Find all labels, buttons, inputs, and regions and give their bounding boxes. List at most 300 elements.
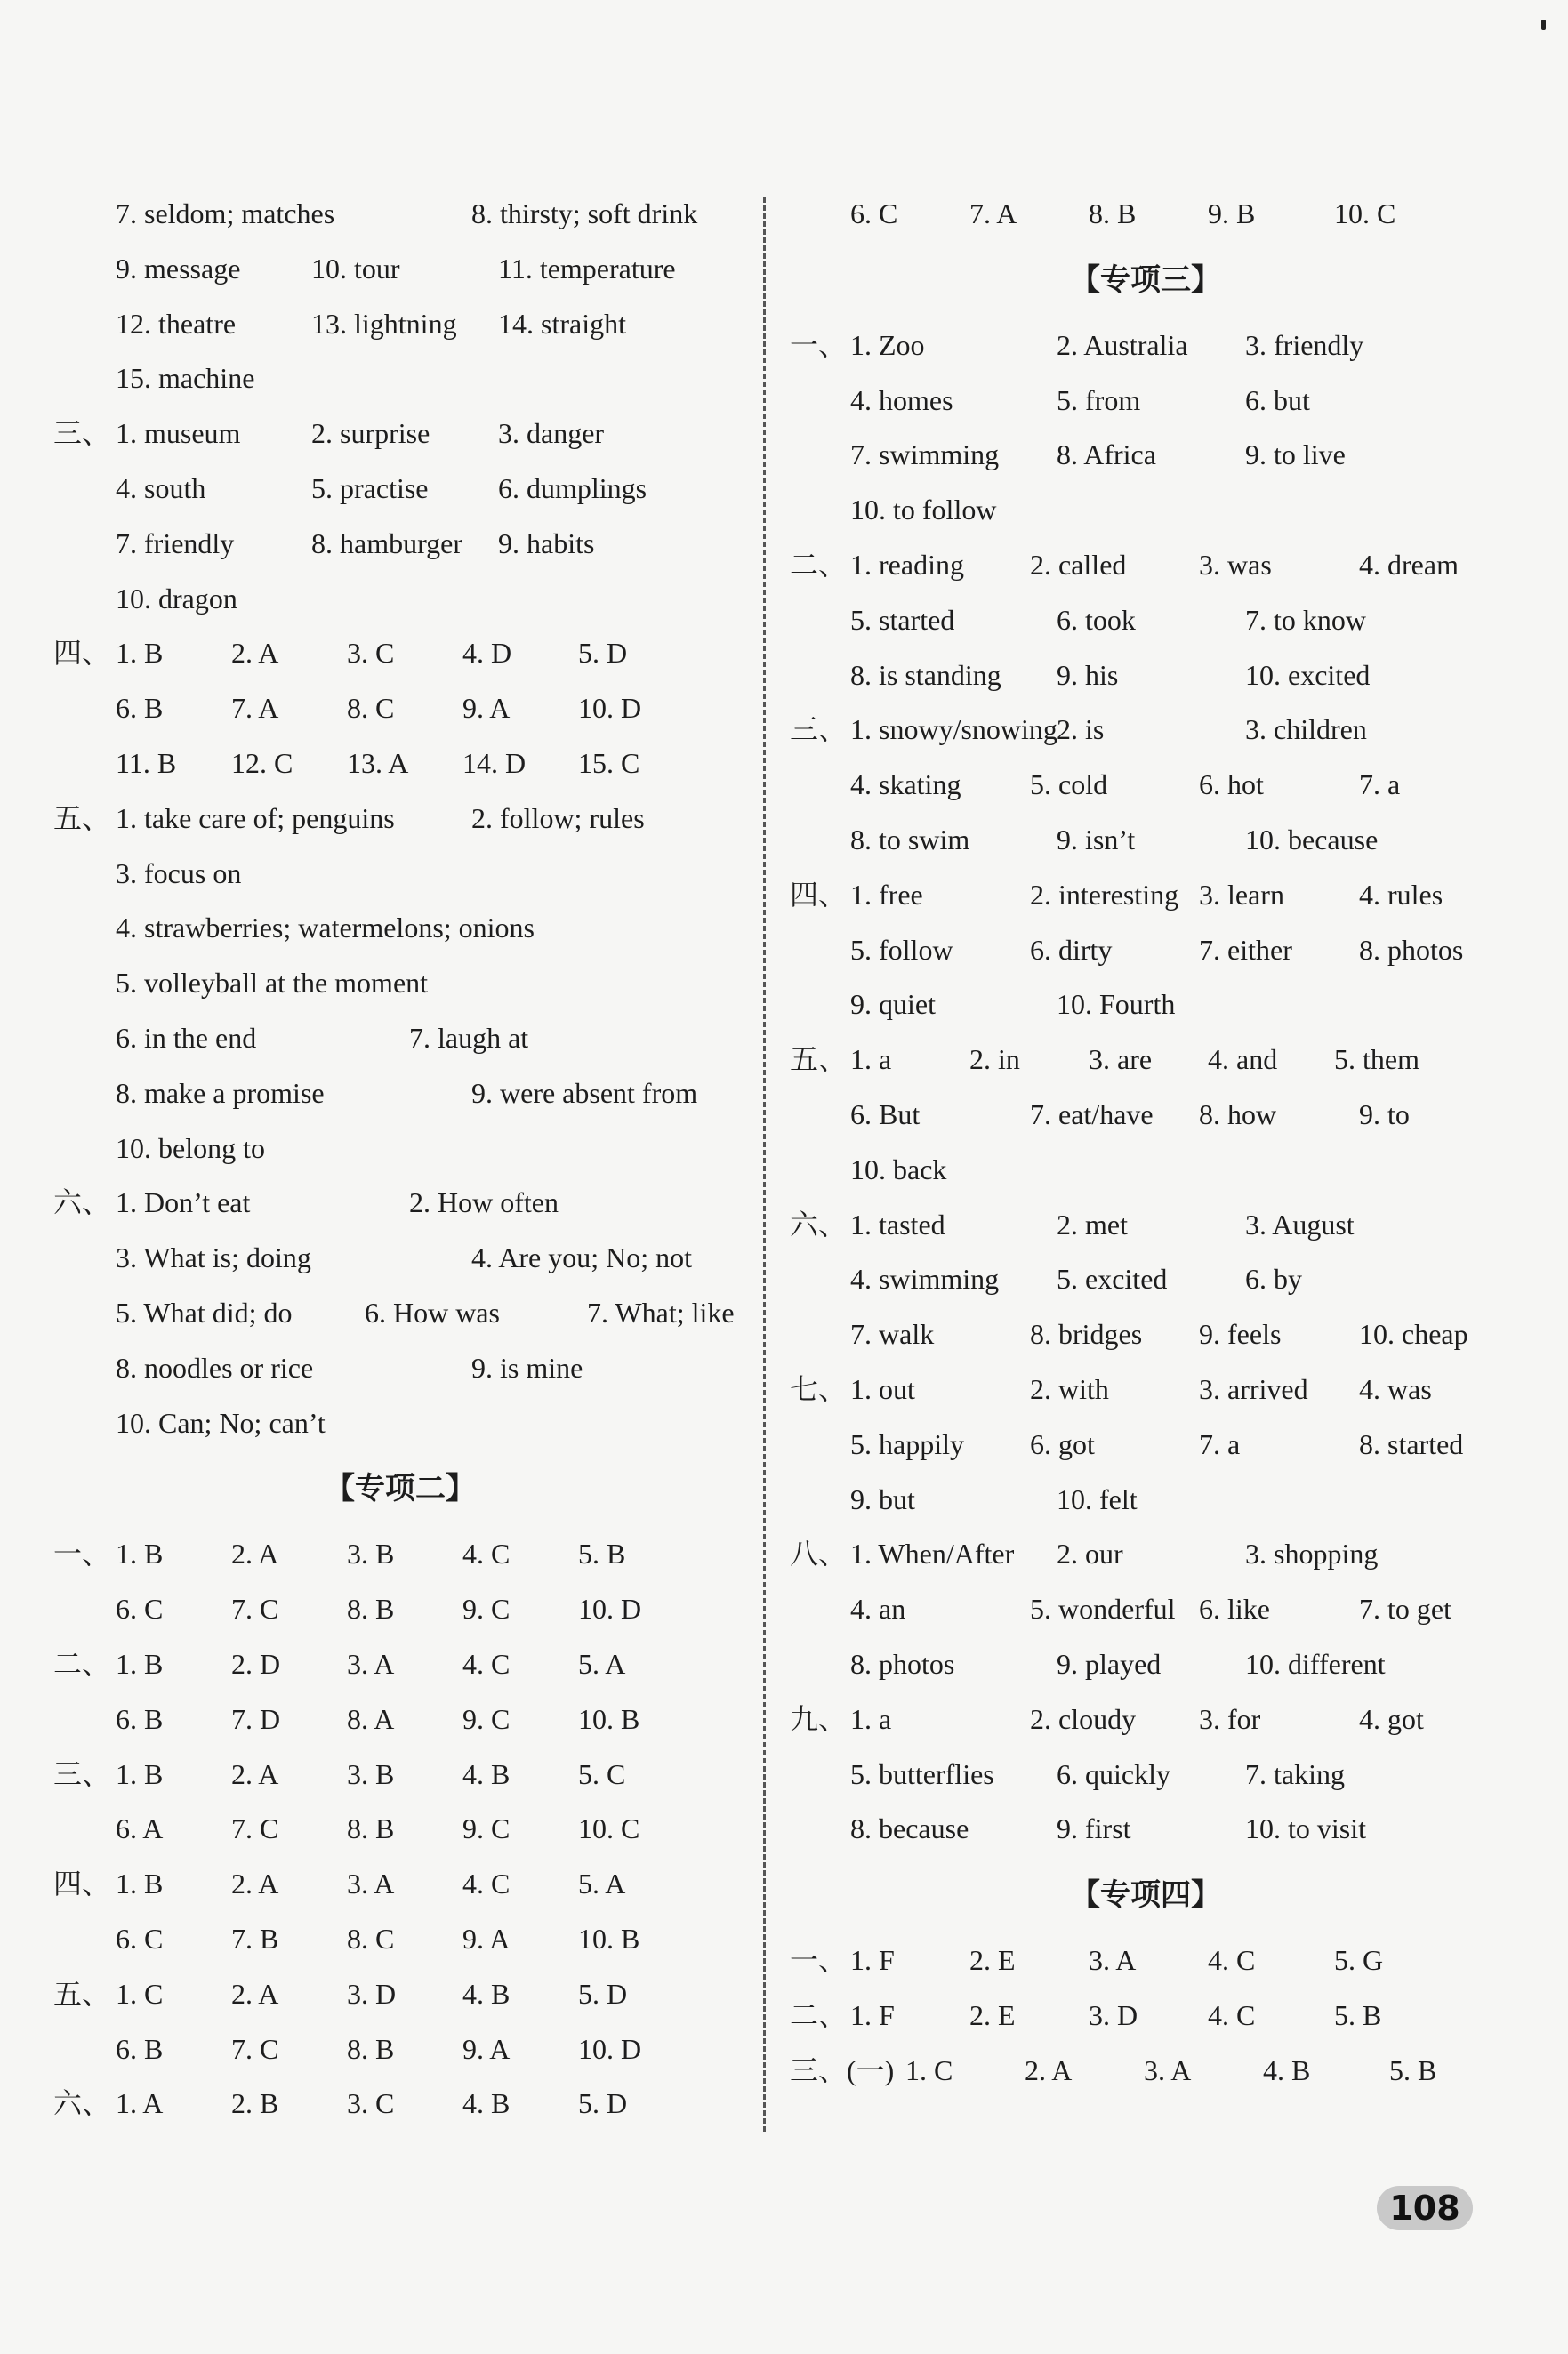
answer-item: 5. B [1389,2053,1437,2086]
answer-item: 6. How was [365,1296,500,1329]
answer-item: 7. friendly [116,526,235,559]
answer-item: 5. wonderful [1030,1593,1176,1626]
answer-item: 1. When/After [850,1538,1015,1571]
answer-row [53,956,747,1011]
answer-item: 6. took [1057,603,1136,636]
page-number: 108 [1377,2186,1473,2230]
answer-item: 15. C [578,746,640,779]
answer-row [53,1747,747,1803]
answer-row [53,1231,747,1286]
answer-item: 8. thirsty; soft drink [471,197,698,229]
answer-item: 5. C [578,1757,626,1790]
answer-item: 7. taking [1245,1757,1345,1790]
answer-item: 6. A [116,1812,164,1845]
answer-item: 2. surprise [311,417,430,450]
section-marker: 九、 [790,1702,848,1735]
answer-row [53,736,747,791]
answer-item: 9. to [1359,1097,1410,1130]
answer-item: 4. an [850,1593,906,1626]
answer-item: 10. because [1245,823,1379,856]
answer-item: 9. habits [498,526,595,559]
answer-item: 9. his [1057,658,1119,691]
section-marker: 五、 [790,1043,848,1076]
answer-item: 8. to swim [850,823,970,856]
answer-item: 12. C [231,746,293,779]
corner-mark [1541,20,1546,30]
answer-item: 2. Australia [1057,328,1188,361]
answer-item: 1. museum [116,417,241,450]
answer-item: 10. belong to [116,1131,265,1164]
answer-item: 8. B [347,2032,395,2065]
answer-row [53,1341,747,1396]
answer-item: 7. C [231,1593,279,1626]
answer-item: 10. C [1334,197,1396,229]
answer-row [53,1692,747,1747]
answer-item: 1. B [116,1757,164,1790]
answer-item: 2. A [231,1538,279,1571]
answer-item: 8. make a promise [116,1076,325,1109]
answer-row [53,1396,747,1451]
answer-item: 3. children [1245,713,1367,746]
answer-item: 10. cheap [1359,1318,1468,1351]
answer-item: 2. A [231,1977,279,2010]
answer-item: 6. by [1245,1263,1302,1296]
answer-item: 10. D [578,2032,642,2065]
answer-item: 4. strawberries; watermelons; onions [116,912,535,944]
answer-row [53,406,747,462]
section-marker: 一、 [790,1944,848,1977]
answer-item: 8. C [347,1922,395,1955]
answer-item: 7. C [231,1812,279,1845]
answer-item: 3. danger [498,417,605,450]
answer-item: 3. August [1245,1208,1355,1241]
section-marker: 三、 [53,1757,111,1790]
answer-item: 5. B [578,1538,626,1571]
answer-item: 4. Are you; No; not [471,1241,692,1274]
answer-item: 4. D [462,637,512,670]
answer-item: 7. to know [1245,603,1366,636]
answer-item: 9. C [462,1593,511,1626]
answer-item: 9. C [462,1702,511,1735]
answer-row [790,923,1501,978]
answer-item: 3. learn [1199,878,1284,911]
answer-item: 2. A [1025,2053,1073,2086]
answer-item: 9. is mine [471,1351,583,1384]
answer-row [53,351,747,406]
answer-item: 9. A [462,692,511,725]
answer-item: 3. C [347,637,395,670]
answer-item: 1. free [850,878,923,911]
answer-row [790,1802,1501,1857]
answer-row [53,1527,747,1582]
answer-item: 8. B [347,1812,395,1845]
answer-item: 9. message [116,252,241,285]
answer-item: 15. machine [116,362,255,395]
answer-item: 9. but [850,1482,915,1515]
answer-item: 6. B [116,692,164,725]
answer-item: 7. What; like [587,1296,735,1329]
answer-item: 4. B [462,2087,511,2120]
column-divider [763,197,766,2132]
answer-row [53,572,747,627]
answer-item: 7. walk [850,1318,935,1351]
answer-item: 4. C [462,1868,511,1900]
answer-item: 4. dream [1359,548,1459,581]
answer-item: 8. C [347,692,395,725]
answer-item: 9. B [1208,197,1256,229]
answer-row [790,538,1501,593]
answer-item: 9. A [462,1922,511,1955]
answer-row [790,977,1501,1032]
answer-row [790,428,1501,483]
answer-item: 5. volleyball at the moment [116,967,429,1000]
answer-item: 2. A [231,1757,279,1790]
answer-item: 6. C [116,1593,164,1626]
answer-item: 5. practise [311,471,429,504]
left-column [53,187,747,2132]
answer-item: 8. A [347,1702,395,1735]
answer-item: 5. D [578,637,628,670]
answer-row [53,2077,747,2132]
answer-row [790,1692,1501,1747]
answer-item: 5. them [1334,1043,1419,1076]
answer-item: 3. D [347,1977,397,2010]
answer-item: 1. B [116,637,164,670]
answer-item: 5. cold [1030,768,1108,801]
answer-item: 3. are [1089,1043,1153,1076]
answer-item: 4. was [1359,1372,1432,1405]
answer-item: 8. B [1089,197,1137,229]
answer-item: 9. isn’t [1057,823,1136,856]
section-marker: 六、 [790,1208,848,1241]
answer-item: 7. swimming [850,438,1000,471]
answer-item: 10. B [578,1702,640,1735]
answer-row [53,626,747,681]
answer-item: 4. skating [850,768,961,801]
section-marker: 四、 [53,1868,111,1900]
answer-item: 4. south [116,471,206,504]
answer-row [790,2044,1501,2099]
answer-item: 5. D [578,1977,628,2010]
answer-item: 4. B [462,1757,511,1790]
answer-item: 9. played [1057,1647,1162,1680]
section-marker: 三、 [790,713,848,746]
answer-item: 7. a [1199,1427,1241,1460]
answer-item: 2. in [969,1043,1020,1076]
section-marker: 四、 [790,878,848,911]
answer-item: 1. C [905,2053,953,2086]
answer-item: 5. excited [1057,1263,1168,1296]
section-marker: 六、 [53,2087,111,2120]
answer-row [53,791,747,847]
answer-item: 4. C [1208,1944,1256,1977]
answer-item: 7. either [1199,933,1292,966]
answer-item: 3. What is; doing [116,1241,311,1274]
answer-item: 8. photos [1359,933,1464,966]
section-marker: 一、 [53,1538,111,1571]
answer-item: 8. noodles or rice [116,1351,314,1384]
answer-item: 8. B [347,1593,395,1626]
answer-item: 3. shopping [1245,1538,1379,1571]
section-marker: 二、 [790,1998,848,2031]
answer-item: 7. seldom; matches [116,197,335,229]
answer-item: 3. B [347,1538,395,1571]
answer-item: 10. back [850,1153,947,1185]
answer-item: 1. a [850,1702,892,1735]
answer-item: 7. A [231,692,279,725]
answer-row [790,593,1501,648]
answer-item: 2. A [231,637,279,670]
answer-item: 3. C [347,2087,395,2120]
section-heading: 【专项二】 [325,1471,476,1507]
answer-item: 1. B [116,1868,164,1900]
answer-item: 13. lightning [311,307,457,340]
answer-row [53,1011,747,1066]
answer-item: 1. a [850,1043,892,1076]
answer-item: 4. rules [1359,878,1443,911]
answer-item: 9. first [1057,1812,1131,1845]
answer-row [790,1088,1501,1143]
answer-item: 6. quickly [1057,1757,1170,1790]
answer-item: 4. homes [850,383,953,416]
answer-item: 2. follow; rules [471,801,645,834]
answer-item: 5. butterflies [850,1757,994,1790]
answer-item: 1. Don’t eat [116,1186,251,1219]
answer-item: 9. A [462,2032,511,2065]
answer-row [790,1747,1501,1803]
answer-item: 9. quiet [850,988,936,1021]
answer-item: 1. F [850,1944,895,1977]
answer-item: 5. A [578,1868,626,1900]
answer-item: 8. because [850,1812,969,1845]
answer-item: 8. bridges [1030,1318,1143,1351]
answer-item: 7. a [1359,768,1401,801]
answer-row [53,1912,747,1967]
section-heading: 【专项四】 [1070,1877,1221,1914]
right-column [790,187,1501,2099]
answer-item: 2. our [1057,1538,1123,1571]
answer-item: 6. dirty [1030,933,1113,966]
answer-item: 10. B [578,1922,640,1955]
answer-item: 7. C [231,2032,279,2065]
answer-item: 5. happily [850,1427,964,1460]
section-marker: 二、 [53,1647,111,1680]
answer-item: 6. but [1245,383,1310,416]
answer-item: 6. B [116,1702,164,1735]
answer-item: 10. C [578,1812,640,1845]
answer-item: 5. from [1057,383,1141,416]
answer-item: 2. interesting [1030,878,1179,911]
answer-item: 1. snowy/snowing [850,713,1057,746]
answer-row [790,758,1501,813]
answer-item: 5. follow [850,933,953,966]
answer-item: 3. B [347,1757,395,1790]
answer-item: 6. B [116,2032,164,2065]
answer-item: 4. got [1359,1702,1424,1735]
answer-item: 1. B [116,1538,164,1571]
answer-item: 9. C [462,1812,511,1845]
answer-item: 3. D [1089,1998,1138,2031]
answer-row [790,1307,1501,1362]
answer-item: 10. to follow [850,494,997,526]
answer-item: 4. C [462,1538,511,1571]
section-marker: 六、 [53,1186,111,1219]
answer-item: 7. D [231,1702,281,1735]
answer-row [53,681,747,736]
answer-item: 2. How often [409,1186,559,1219]
answer-item: 11. B [116,746,177,779]
answer-row [53,1176,747,1231]
answer-item: 12. theatre [116,307,237,340]
answer-item: 8. Africa [1057,438,1156,471]
answer-item: 5. G [1334,1944,1384,1977]
answer-item: 10. D [578,692,642,725]
answer-item: 6. C [116,1922,164,1955]
answer-row [53,1857,747,1912]
answer-item: 3. A [1144,2053,1192,2086]
answer-row [790,1252,1501,1307]
answer-item: 1. tasted [850,1208,945,1241]
answer-row [790,1988,1501,2044]
answer-item: 1. Zoo [850,328,925,361]
answer-item: 3. A [347,1868,395,1900]
answer-item: 4. swimming [850,1263,1000,1296]
answer-row [53,1967,747,2022]
answer-row [790,1582,1501,1637]
answer-item: 6. But [850,1097,921,1130]
answer-item: 7. to get [1359,1593,1451,1626]
answer-row [790,813,1501,868]
answer-row [790,648,1501,703]
answer-row [53,847,747,902]
answer-item: 10. to visit [1245,1812,1367,1845]
answer-item: 14. D [462,746,527,779]
answer-row [53,901,747,956]
answer-item: 8. hamburger [311,526,463,559]
answer-item: 5. What did; do [116,1296,293,1329]
answer-item: 2. E [969,1998,1016,2031]
answer-row [790,1418,1501,1473]
answer-item: 1. out [850,1372,915,1405]
answer-item: 4. B [462,1977,511,2010]
answer-row [53,2022,747,2077]
answer-item: 2. E [969,1944,1016,1977]
answer-row [53,462,747,517]
answer-item: 10. Fourth [1057,988,1176,1021]
answer-item: 1. B [116,1647,164,1680]
answer-item: 2. cloudy [1030,1702,1137,1735]
answer-row [53,1802,747,1857]
answer-item: 10. different [1245,1647,1386,1680]
answer-item: 3. friendly [1245,328,1364,361]
answer-item: 10. felt [1057,1482,1138,1515]
section-marker: 七、 [790,1372,848,1405]
answer-item: 6. hot [1199,768,1264,801]
section-marker: 八、 [790,1538,848,1571]
answer-item: 2. with [1030,1372,1109,1405]
answer-row [790,1933,1501,1988]
answer-item: 6. in the end [116,1021,257,1054]
answer-item: 8. started [1359,1427,1464,1460]
answer-row [790,1527,1501,1582]
answer-item: 1. F [850,1998,895,2031]
answer-row [790,1473,1501,1528]
answer-item: 4. and [1208,1043,1278,1076]
answer-row [790,318,1501,374]
answer-row [53,1066,747,1121]
answer-item: 7. A [969,197,1017,229]
answer-item: 9. to live [1245,438,1346,471]
answer-row [53,242,747,297]
answer-item: 10. Can; No; can’t [116,1406,326,1439]
answer-item: 10. D [578,1593,642,1626]
answer-row [53,1582,747,1637]
section-marker: 一、 [790,328,848,361]
answer-item: 6. like [1199,1593,1270,1626]
answer-item: 7. eat/have [1030,1097,1154,1130]
answer-row [790,1032,1501,1088]
answer-item: 4. C [462,1647,511,1680]
answer-item: 5. D [578,2087,628,2120]
answer-item: 13. A [347,746,409,779]
answer-item: 4. B [1263,2053,1311,2086]
answer-item: 11. temperature [498,252,676,285]
answer-row [790,187,1501,242]
section-marker: 五、 [53,1977,111,2010]
section-marker: 三、 [53,417,111,450]
answer-item: 3. for [1199,1702,1261,1735]
answer-item: 14. straight [498,307,626,340]
answer-item: 3. A [1089,1944,1137,1977]
answer-item: 2. called [1030,548,1127,581]
answer-row [790,1362,1501,1418]
answer-item: 2. D [231,1647,281,1680]
answer-item: 8. how [1199,1097,1277,1130]
answer-item: 5. A [578,1647,626,1680]
section-marker: 三、(一) [790,2053,895,2086]
answer-item: 9. were absent from [471,1076,698,1109]
answer-row [790,1143,1501,1198]
answer-item: 3. focus on [116,856,242,889]
answer-item: 10. excited [1245,658,1371,691]
answer-row [790,374,1501,429]
answer-item: 7. B [231,1922,279,1955]
answer-item: 4. C [1208,1998,1256,2031]
section-marker: 二、 [790,548,848,581]
answer-item: 3. was [1199,548,1272,581]
section-heading: 【专项三】 [1070,261,1221,298]
answer-item: 5. started [850,603,955,636]
answer-item: 2. is [1057,713,1105,746]
answer-row [790,703,1501,758]
answer-row [790,1637,1501,1692]
section-marker: 五、 [53,801,111,834]
answer-row [53,1286,747,1341]
answer-item: 1. take care of; penguins [116,801,395,834]
answer-item: 1. A [116,2087,164,2120]
answer-item: 3. arrived [1199,1372,1308,1405]
answer-item: 2. A [231,1868,279,1900]
answer-row [53,1637,747,1692]
answer-item: 1. reading [850,548,964,581]
answer-item: 6. dumplings [498,471,647,504]
answer-row [53,517,747,572]
answer-item: 10. dragon [116,582,237,615]
answer-item: 10. tour [311,252,400,285]
answer-item: 2. B [231,2087,279,2120]
answer-item: 8. photos [850,1647,955,1680]
answer-item: 6. got [1030,1427,1095,1460]
